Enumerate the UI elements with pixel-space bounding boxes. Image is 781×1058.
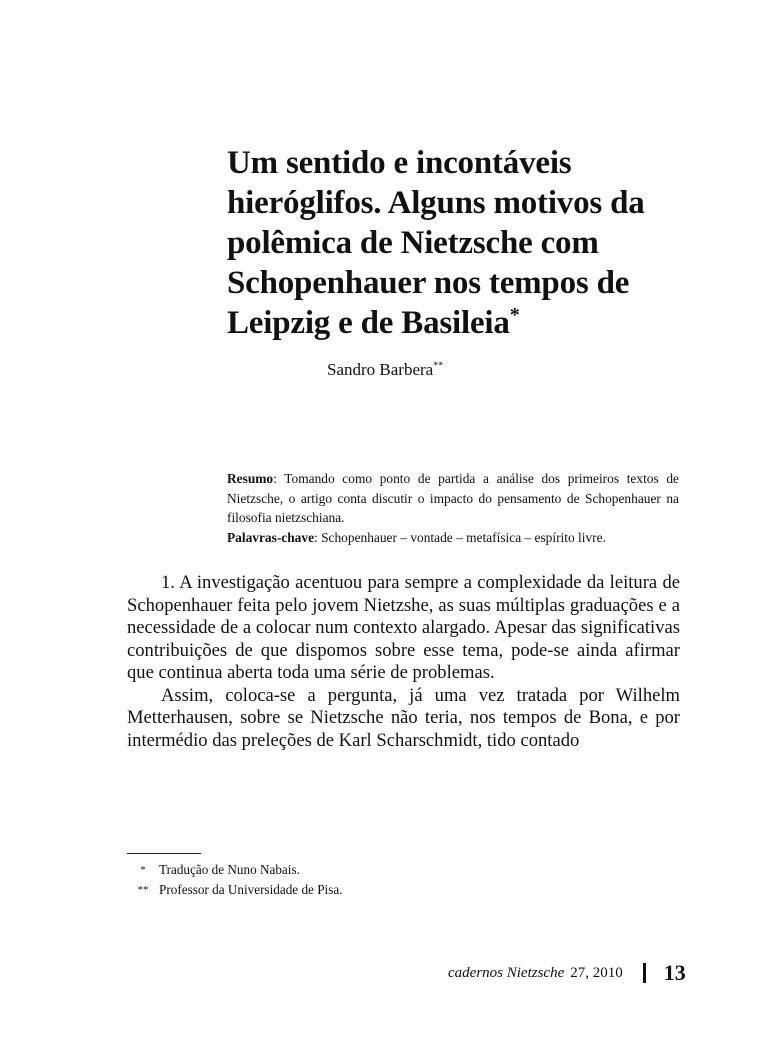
abstract-label: Resumo: [227, 471, 274, 486]
title-footnote-mark: *: [509, 304, 520, 326]
author-name: Sandro Barbera: [327, 360, 434, 379]
footnote-2: [127, 880, 627, 900]
journal-volume: 27, 2010: [570, 964, 623, 981]
footnote-1-mark: *: [140, 864, 146, 876]
keywords-text: : Schopenhauer – vontade – metafísica – espírito livre.: [314, 529, 606, 545]
body-paragraph-1: 1. A investigação acentuou para sempre a complexidade da leitura de Schopenhauer feita pelo jovem Nietzshe, as suas múltiplas graduações e a necessidade de a colocar num contexto alargado. Apesar das significativas contribuições de que dispomos sobre esse tema, pode-se ainda afirmar que continua aberta toda uma série de problemas.: [127, 572, 680, 683]
keywords: [227, 528, 679, 548]
footer-divider: [643, 963, 646, 983]
footnote-separator: [127, 853, 201, 854]
article-title-text: Um sentido e incontáveis hieróglifos. Alguns motivos da polêmica de Nietzsche com Schopenhauer nos tempos de Leipzig e de Basileia: [227, 145, 645, 341]
footnote-1-text: Tradução de Nuno Nabais.: [159, 862, 300, 877]
article-title: [227, 143, 727, 343]
journal-name: cadernos Nietzsche: [448, 964, 565, 981]
author-line: [327, 360, 443, 380]
body-text: [127, 572, 680, 752]
author-footnote-mark: **: [433, 360, 444, 372]
footnote-2-mark: **: [137, 884, 149, 896]
abstract-block: [227, 469, 679, 547]
footnote-2-text: Professor da Universidade de Pisa.: [159, 882, 343, 897]
page-number: 13: [663, 960, 686, 985]
abstract: [227, 469, 679, 528]
page-footer: [448, 960, 686, 986]
footnote-1: [127, 860, 627, 880]
footnotes: [127, 860, 627, 900]
keywords-label: Palavras-chave: [227, 529, 315, 545]
body-paragraph-2: Assim, coloca-se a pergunta, já uma vez tratada por Wilhelm Metterhausen, sobre se Nietzsche não teria, nos tempos de Bona, e por intermédio das preleções de Karl Scharschmidt, tido contado: [127, 684, 680, 751]
abstract-text: : Tomando como ponto de partida a análise dos primeiros textos de Nietzsche, o artigo conta discutir o impacto do pensamento de Schopenhauer na filosofia nietzschiana.: [227, 471, 679, 525]
